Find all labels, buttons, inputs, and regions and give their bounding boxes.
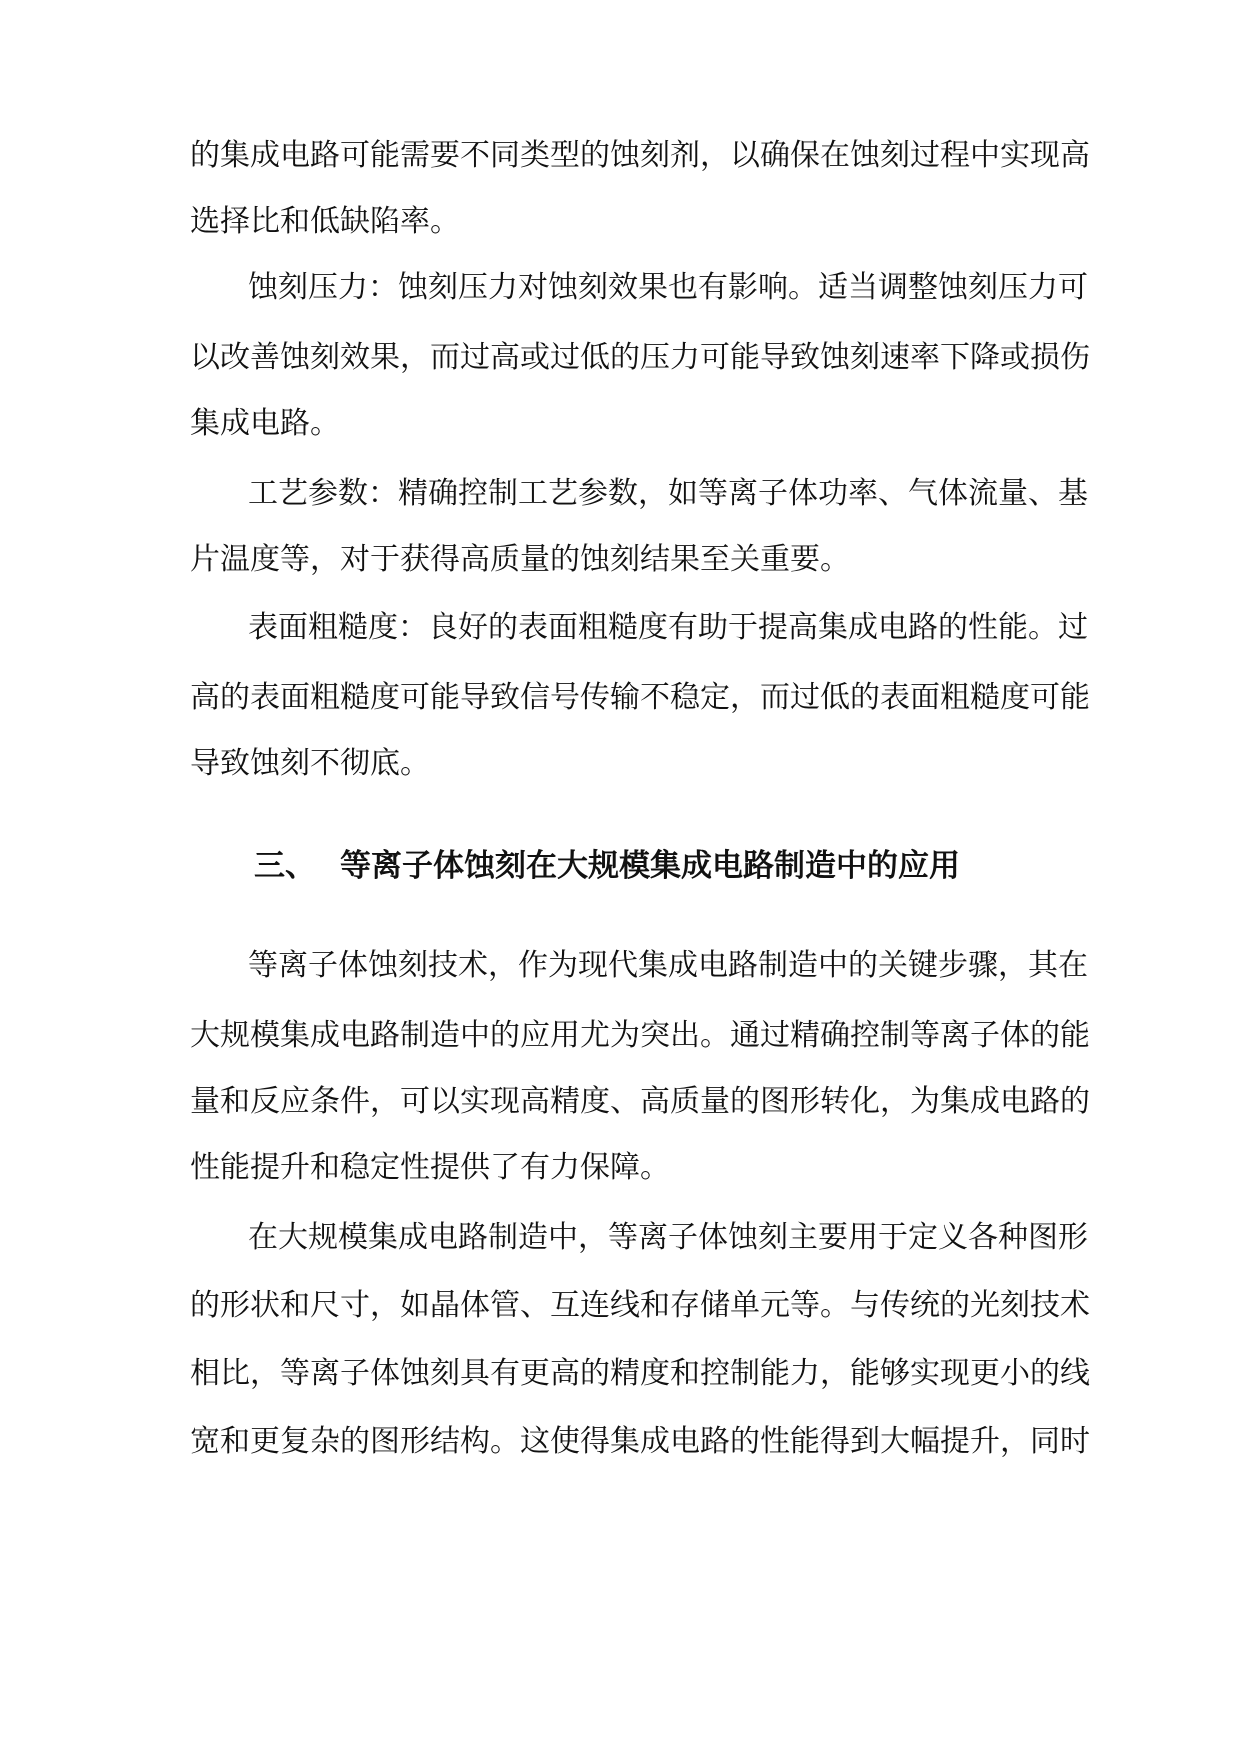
section-heading-number: 三、	[254, 848, 316, 884]
paragraph-line: 片温度等，对于获得高质量的蚀刻结果至关重要。	[190, 542, 850, 577]
paragraph-line: 量和反应条件，可以实现高精度、高质量的图形转化，为集成电路的	[190, 1084, 1090, 1119]
paragraph-line: 以改善蚀刻效果，而过高或过低的压力可能导致蚀刻速率下降或损伤	[190, 340, 1090, 375]
paragraph-line: 集成电路。	[190, 406, 340, 441]
paragraph-line: 相比，等离子体蚀刻具有更高的精度和控制能力，能够实现更小的线	[190, 1356, 1090, 1391]
paragraph-line: 在大规模集成电路制造中，等离子体蚀刻主要用于定义各种图形	[248, 1220, 1088, 1255]
paragraph-line: 大规模集成电路制造中的应用尤为突出。通过精确控制等离子体的能	[190, 1018, 1090, 1053]
paragraph-line: 等离子体蚀刻技术，作为现代集成电路制造中的关键步骤，其在	[248, 948, 1088, 983]
section-heading-title: 等离子体蚀刻在大规模集成电路制造中的应用	[340, 848, 960, 884]
paragraph-line: 性能提升和稳定性提供了有力保障。	[190, 1150, 670, 1185]
paragraph-line: 蚀刻压力：蚀刻压力对蚀刻效果也有影响。适当调整蚀刻压力可	[248, 270, 1088, 305]
paragraph-line: 表面粗糙度：良好的表面粗糙度有助于提高集成电路的性能。过	[248, 610, 1088, 645]
paragraph-line: 高的表面粗糙度可能导致信号传输不稳定，而过低的表面粗糙度可能	[190, 680, 1090, 715]
paragraph-line: 的集成电路可能需要不同类型的蚀刻剂，以确保在蚀刻过程中实现高	[190, 138, 1090, 173]
paragraph-line: 导致蚀刻不彻底。	[190, 746, 430, 781]
paragraph-line: 宽和更复杂的图形结构。这使得集成电路的性能得到大幅提升，同时	[190, 1424, 1090, 1459]
paragraph-line: 的形状和尺寸，如晶体管、互连线和存储单元等。与传统的光刻技术	[190, 1288, 1090, 1323]
paragraph-line: 工艺参数：精确控制工艺参数，如等离子体功率、气体流量、基	[248, 476, 1088, 511]
paragraph-line: 选择比和低缺陷率。	[190, 204, 460, 239]
